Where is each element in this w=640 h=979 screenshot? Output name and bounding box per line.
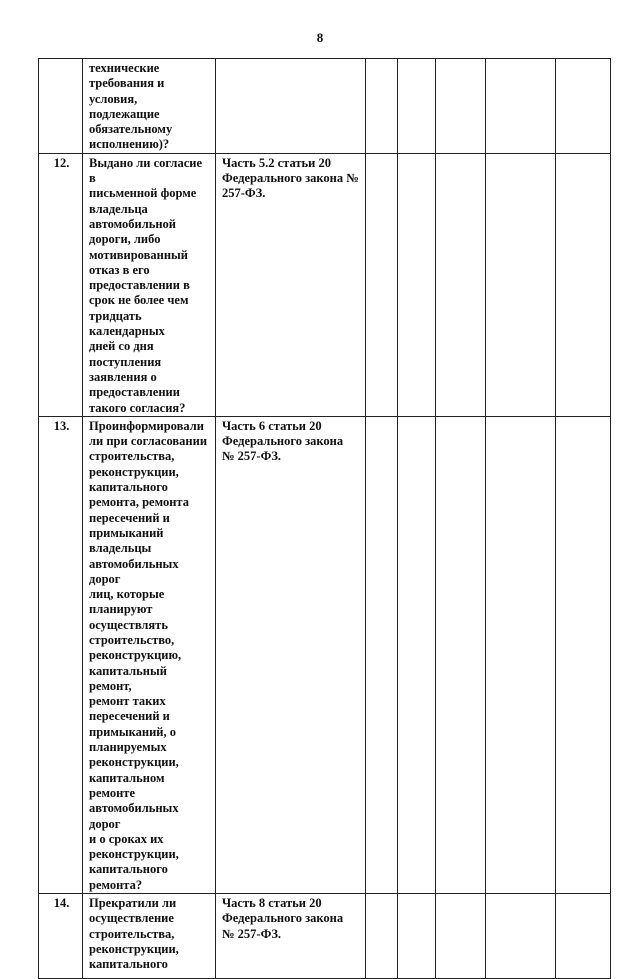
answer-cell-na: [436, 59, 486, 154]
checklist-table: [38, 58, 611, 979]
page-number: 8: [316, 30, 324, 45]
notes-cell: [486, 153, 556, 416]
table-row: [39, 416, 611, 893]
row-number: [39, 59, 83, 154]
notes-cell: [486, 416, 556, 893]
answer-cell-no: [398, 416, 436, 893]
legal-reference-cell: Часть 8 статьи 20 Федерального закона № 257-ФЗ.: [216, 894, 366, 979]
answer-cell-no: [398, 59, 436, 154]
notes-cell: [486, 894, 556, 979]
table-row: [39, 153, 611, 416]
answer-cell-yes: [366, 894, 398, 979]
legal-reference-cell: Часть 6 статьи 20 Федерального закона № 257-ФЗ.: [216, 416, 366, 893]
answer-cell-no: [398, 153, 436, 416]
question-cell: Проинформировали ли при согласовании строительства, реконструкции, капитального ремонта, ремонта пересечений и примыканий владельцы автомобильных дорог лиц, которые планируют осуществлять строительство, реконструкцию, капитальный ремонт, ремонт таких пересечений и примыканий, о планируемых реконструкции, капитальном ремонте автомобильных дорог и о сроках их реконструкции, капитального ремонта?: [83, 416, 216, 893]
answer-cell-yes: [366, 416, 398, 893]
question-cell: Прекратили ли осуществление строительства, реконструкции, капитального: [83, 894, 216, 979]
row-number: 13.: [39, 416, 83, 893]
notes-cell: [486, 59, 556, 154]
row-number: 12.: [39, 153, 83, 416]
extra-cell: [556, 894, 611, 979]
row-number: 14.: [39, 894, 83, 979]
answer-cell-na: [436, 416, 486, 893]
answer-cell-na: [436, 894, 486, 979]
answer-cell-no: [398, 894, 436, 979]
question-cell: технические требования и условия, подлежащие обязательному исполнению)?: [83, 59, 216, 154]
extra-cell: [556, 153, 611, 416]
legal-reference-cell: Часть 5.2 статьи 20 Федерального закона № 257-ФЗ.: [216, 153, 366, 416]
extra-cell: [556, 59, 611, 154]
answer-cell-yes: [366, 153, 398, 416]
answer-cell-na: [436, 153, 486, 416]
question-cell: Выдано ли согласие в письменной форме владельца автомобильной дороги, либо мотивированный отказ в его предоставлении в срок не более чем тридцать календарных дней со дня поступления заявления о предоставлении такого согласия?: [83, 153, 216, 416]
extra-cell: [556, 416, 611, 893]
table-row: [39, 894, 611, 979]
legal-reference-cell: [216, 59, 366, 154]
table-row: [39, 59, 611, 154]
answer-cell-yes: [366, 59, 398, 154]
